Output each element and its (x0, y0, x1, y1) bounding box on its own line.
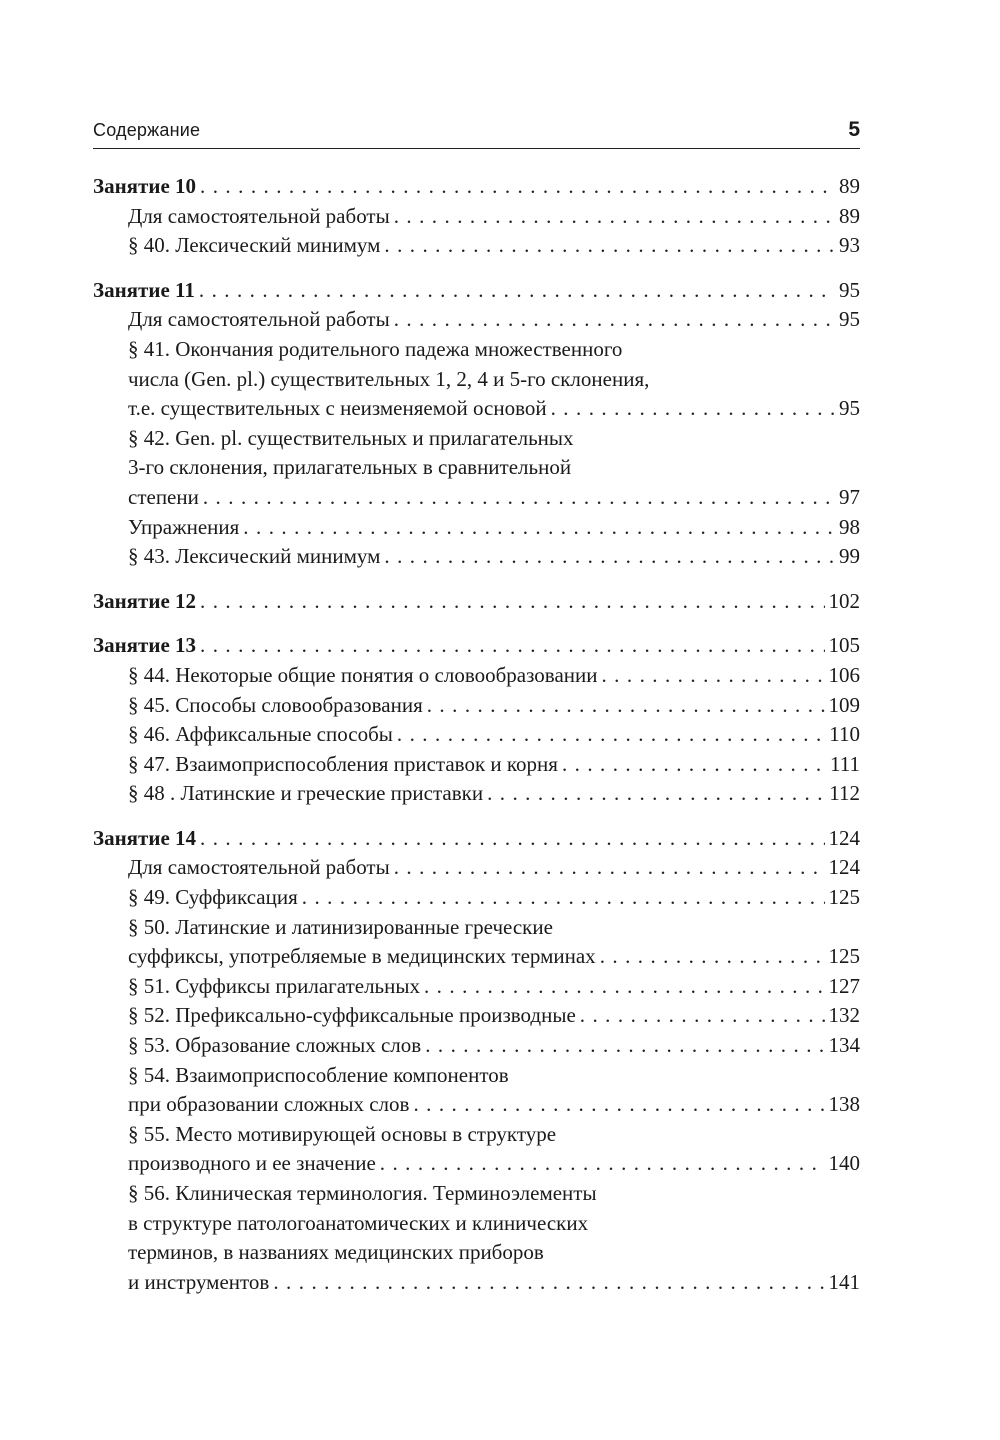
toc-entry-row[interactable] (93, 305, 860, 335)
toc-page-number: 134 (828, 1033, 860, 1058)
toc-entry-line: в структуре патологоанатомических и клинических (128, 1210, 589, 1235)
toc-entry-row[interactable] (93, 750, 860, 780)
dot-leader (580, 1001, 825, 1031)
toc-entry-row[interactable] (93, 883, 860, 913)
toc-section (93, 587, 860, 617)
dot-leader (425, 1031, 824, 1061)
toc-entry-line: 3-го склонения, прилагательных в сравнительной (128, 455, 572, 480)
toc-entry-row[interactable] (93, 394, 860, 424)
toc-entry-line: терминов, в названиях медицинских приборов (128, 1240, 544, 1265)
dot-leader (200, 824, 824, 854)
toc-entry-label: § 48 . Латинские и греческие приставки (128, 781, 484, 806)
dot-leader (200, 587, 824, 617)
toc-entry-label: § 40. Лексический минимум (128, 233, 381, 258)
toc-entry-row[interactable] (93, 720, 860, 750)
toc-page-number: 98 (839, 514, 860, 539)
toc-heading-row[interactable] (93, 824, 860, 854)
toc-heading-label: Занятие 14 (93, 825, 197, 850)
toc-entry-label: при образовании сложных слов (128, 1092, 410, 1117)
header-page-number: 5 (848, 118, 860, 141)
dot-leader (302, 883, 825, 913)
toc-section (93, 172, 860, 261)
toc-section (93, 824, 860, 1298)
toc-page-number: 95 (839, 396, 860, 421)
toc-entry-row[interactable] (93, 661, 860, 691)
toc-page-number: 102 (828, 588, 860, 613)
toc-entry-label: суффиксы, употребляемые в медицинских терминах (128, 944, 596, 969)
toc-section (93, 276, 860, 572)
toc-page-number: 125 (828, 944, 860, 969)
dot-leader (397, 720, 825, 750)
toc-section (93, 631, 860, 809)
dot-leader (427, 691, 825, 721)
toc-entry-line: § 56. Клиническая терминология. Терминоэлементы (128, 1181, 597, 1205)
toc-heading-label: Занятие 11 (93, 277, 195, 302)
toc-entry-label: § 46. Аффиксальные способы (128, 722, 393, 747)
dot-leader (394, 305, 835, 335)
toc-page-number: 109 (828, 692, 860, 717)
toc-heading-row[interactable] (93, 276, 860, 306)
toc-entry-label: Упражнения (128, 514, 240, 539)
toc-page-number: 99 (839, 544, 860, 569)
toc-heading-row[interactable] (93, 172, 860, 202)
header-title: Содержание (93, 120, 201, 140)
toc-page-number: 141 (828, 1269, 860, 1294)
toc-entry-label: производного и ее значение (128, 1151, 376, 1176)
dot-leader (384, 231, 835, 261)
toc-page-number: 124 (828, 825, 860, 850)
dot-leader (562, 750, 826, 780)
dot-leader (273, 1268, 824, 1298)
dot-leader (384, 542, 835, 572)
toc-entry-label: § 43. Лексический минимум (128, 544, 381, 569)
toc-entry-label: § 47. Взаимоприспособления приставок и корня (128, 751, 558, 776)
toc-entry-line: § 50. Латинские и латинизированные греческие (128, 914, 553, 939)
toc-entry-line: числа (Gen. pl.) существительных 1, 2, 4 и 5-го склонения, (128, 366, 650, 391)
toc-entry-line: § 42. Gen. pl. существительных и прилагательных (128, 425, 574, 450)
toc-page-number: 127 (828, 973, 860, 998)
toc-entry-label: § 49. Суффиксация (128, 885, 298, 910)
toc-entry-line: § 41. Окончания родительного падежа множественного (128, 336, 623, 361)
dot-leader (413, 1090, 824, 1120)
toc-entry-label: степени (128, 484, 199, 509)
toc-entry-label: § 44. Некоторые общие понятия о словообразовании (128, 662, 598, 687)
toc-page-number: 110 (829, 722, 860, 747)
table-of-contents (93, 172, 860, 1297)
toc-entry-row[interactable] (93, 542, 860, 572)
toc-entry-row[interactable] (93, 853, 860, 883)
toc-entry-label: Для самостоятельной работы (128, 855, 390, 880)
toc-page-number: 89 (839, 203, 860, 228)
toc-entry-label: § 45. Способы словообразования (128, 692, 423, 717)
dot-leader (551, 394, 835, 424)
toc-entry-row[interactable] (93, 202, 860, 232)
toc-page-number: 97 (839, 484, 860, 509)
toc-entry-label: и инструментов (128, 1269, 270, 1294)
toc-entry-row[interactable] (93, 1149, 860, 1179)
toc-page-number: 140 (828, 1151, 860, 1176)
dot-leader (600, 942, 825, 972)
toc-entry-label: § 53. Образование сложных слов (128, 1033, 422, 1058)
dot-leader (487, 779, 825, 809)
dot-leader (203, 483, 835, 513)
toc-heading-label: Занятие 13 (93, 633, 197, 658)
dot-leader (601, 661, 824, 691)
dot-leader (200, 172, 835, 202)
dot-leader (394, 202, 835, 232)
toc-entry-row[interactable] (93, 1001, 860, 1031)
toc-entry-row[interactable] (93, 1090, 860, 1120)
toc-entry-line: § 54. Взаимоприспособление компонентов (128, 1062, 509, 1087)
toc-entry-label: § 51. Суффиксы прилагательных (128, 973, 420, 998)
dot-leader (199, 276, 835, 306)
toc-entry-row[interactable] (93, 942, 860, 972)
toc-entry-label: т.е. существительных с неизменяемой основой (128, 396, 547, 421)
toc-entry-label: Для самостоятельной работы (128, 203, 390, 228)
toc-entry-line: § 55. Место мотивирующей основы в структуре (128, 1121, 557, 1146)
toc-entry-row[interactable] (93, 231, 860, 261)
toc-entry-row[interactable] (93, 1268, 860, 1298)
toc-entry-row[interactable] (93, 1031, 860, 1061)
toc-entry-label: § 52. Префиксально-суффиксальные производные (128, 1003, 576, 1028)
toc-page-number: 138 (828, 1092, 860, 1117)
toc-page-number: 111 (830, 751, 860, 776)
toc-page-number: 112 (829, 781, 860, 806)
toc-page-number: 95 (839, 277, 860, 302)
toc-page-number: 95 (839, 307, 860, 332)
toc-page-number: 132 (828, 1003, 860, 1028)
dot-leader (394, 853, 825, 883)
toc-heading-row[interactable] (93, 587, 860, 617)
toc-entry-row[interactable] (93, 513, 860, 543)
toc-page-number: 93 (839, 233, 860, 258)
toc-page-number: 89 (839, 174, 860, 198)
toc-page-number: 125 (828, 885, 860, 910)
dot-leader (424, 972, 825, 1002)
running-header (93, 118, 860, 149)
toc-entry-row[interactable] (93, 691, 860, 721)
dot-leader (200, 631, 824, 661)
toc-heading-label: Занятие 10 (93, 174, 197, 198)
toc-entry-row[interactable] (93, 483, 860, 513)
dot-leader (380, 1149, 825, 1179)
toc-page-number: 105 (828, 633, 860, 658)
toc-entry-label: Для самостоятельной работы (128, 307, 390, 332)
toc-entry-row[interactable] (93, 779, 860, 809)
toc-heading-label: Занятие 12 (93, 588, 197, 613)
toc-page-number: 124 (828, 855, 860, 880)
toc-entry-row[interactable] (93, 972, 860, 1002)
toc-page-number: 106 (828, 662, 860, 687)
dot-leader (243, 513, 835, 543)
toc-heading-row[interactable] (93, 631, 860, 661)
